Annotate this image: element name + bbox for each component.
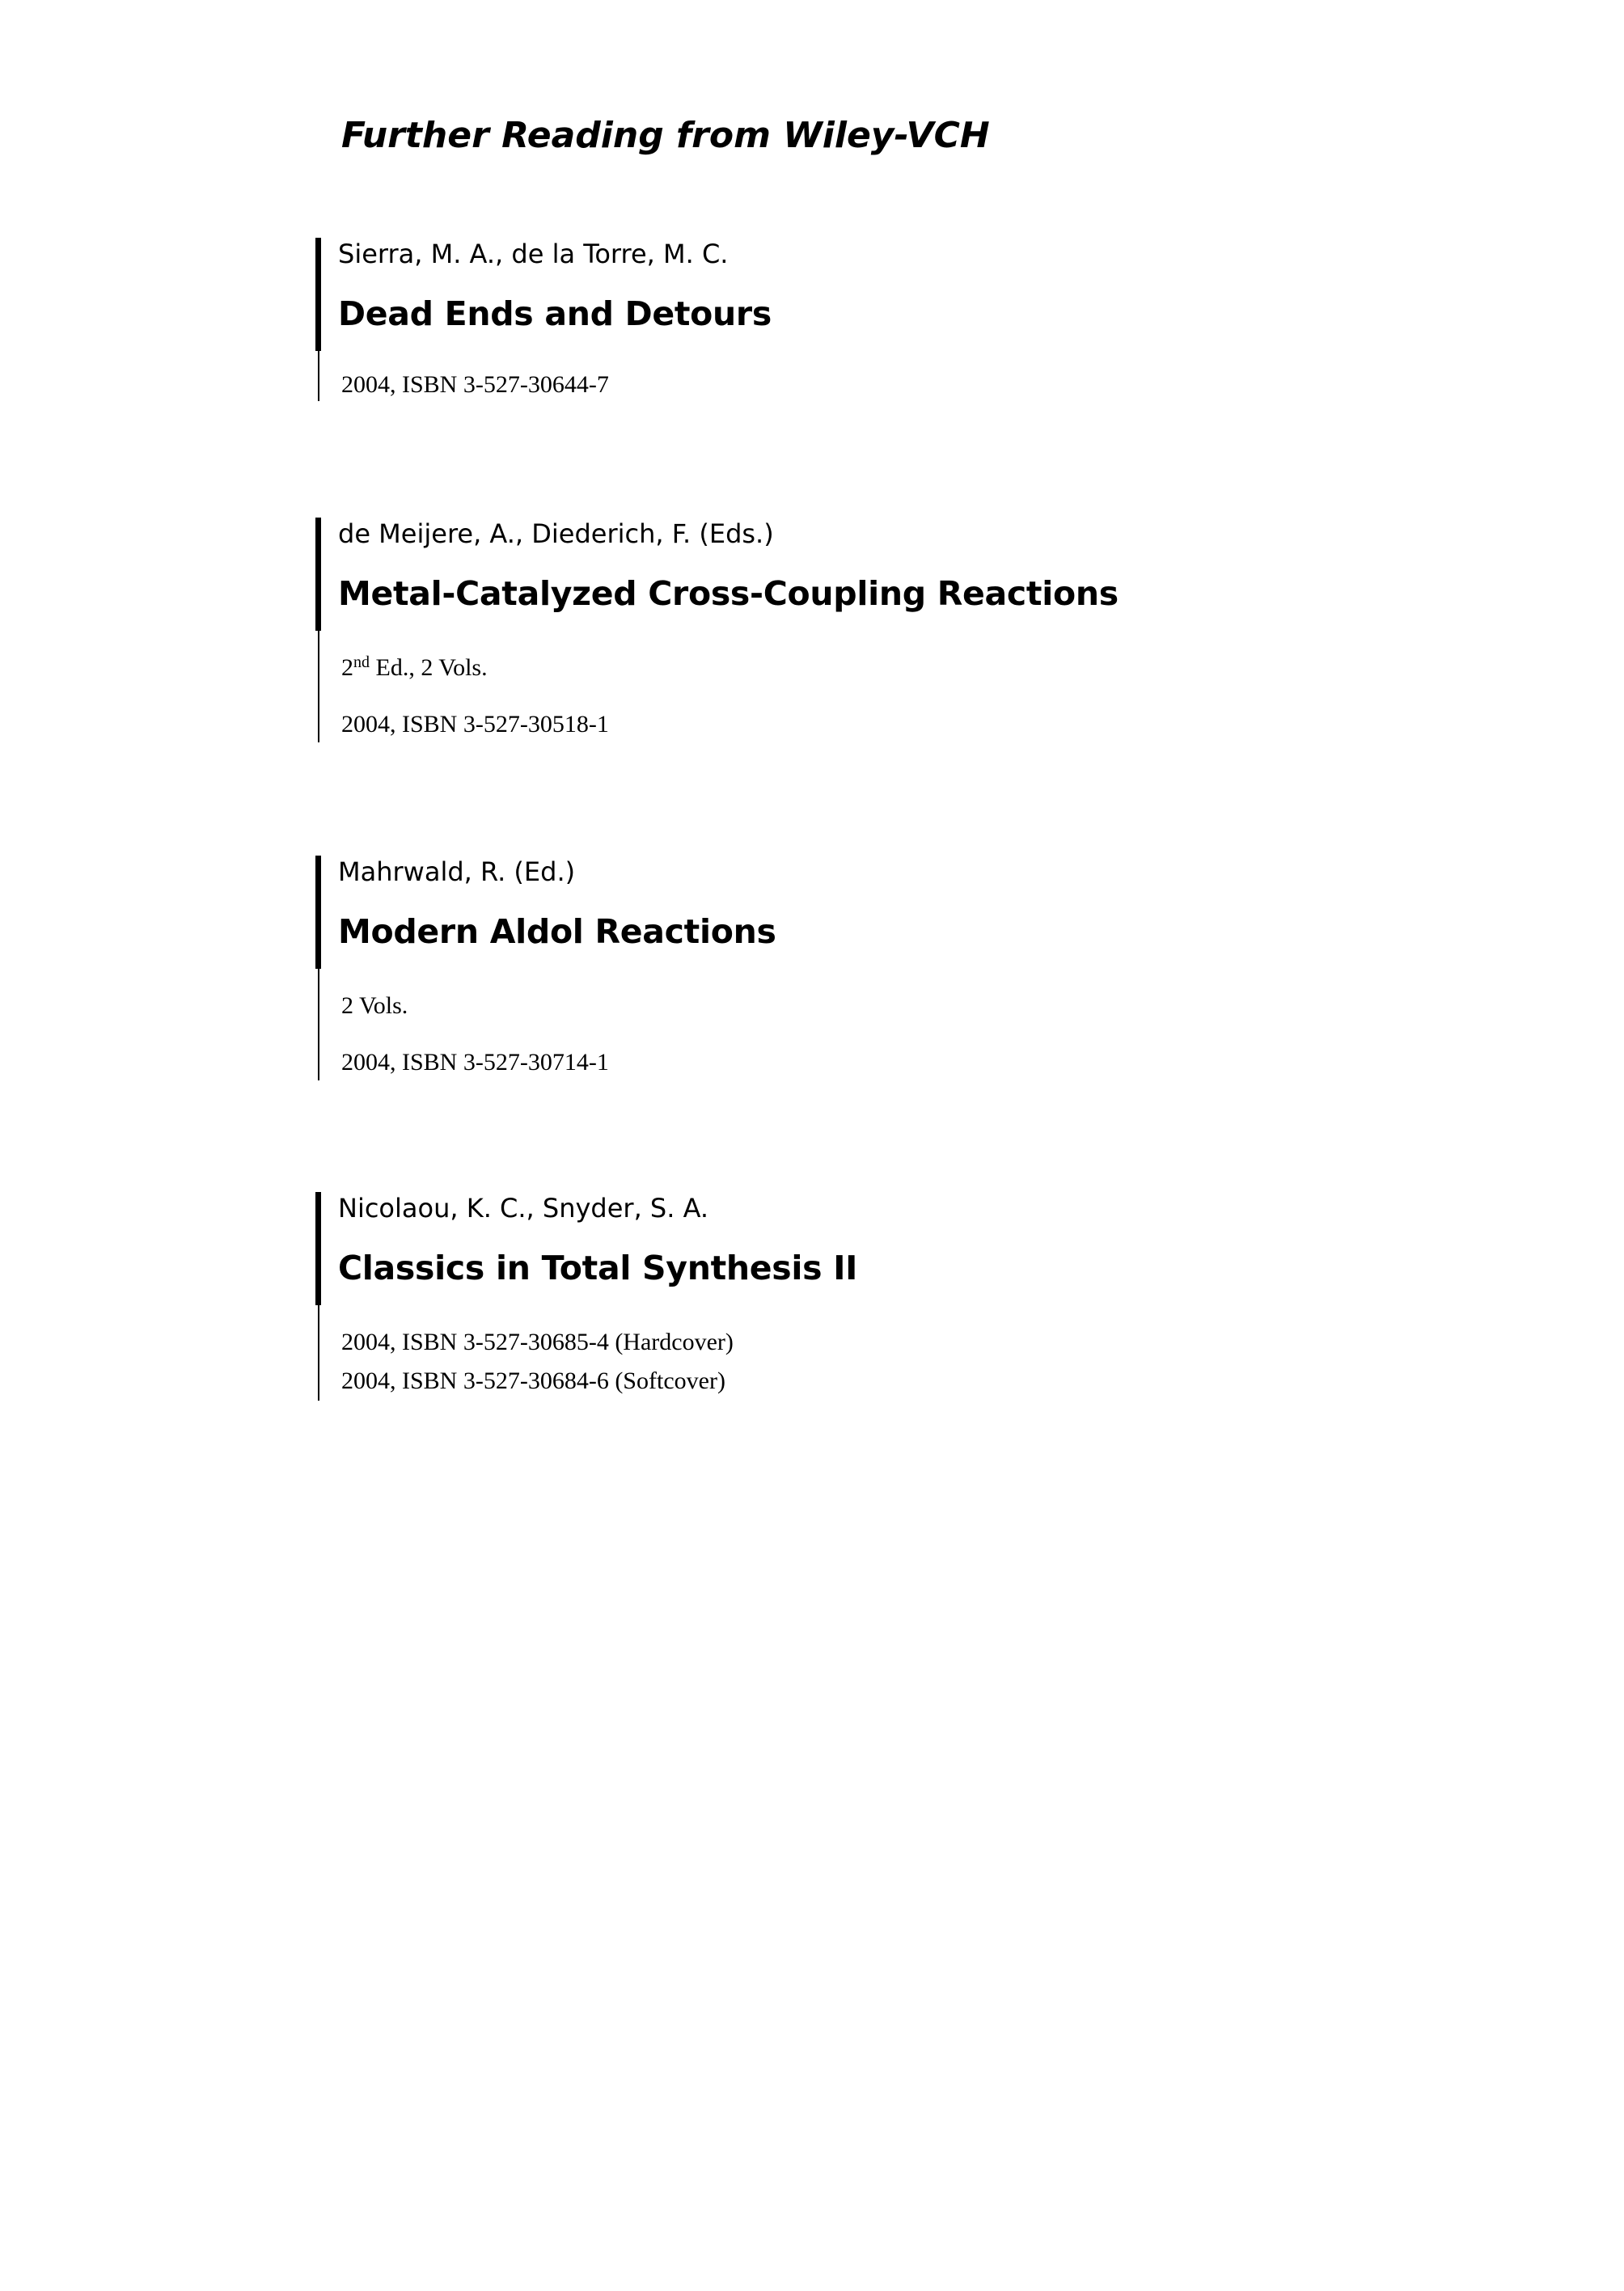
edition-volumes: Ed., 2 Vols. xyxy=(370,654,488,681)
book-isbn-hardcover: 2004, ISBN 3-527-30685-4 (Hardcover) xyxy=(341,1329,734,1355)
book-isbn: 2004, ISBN 3-527-30714-1 xyxy=(341,1049,609,1076)
book-entry-metal-catalyzed-cross-coupling-reactions xyxy=(315,518,1529,752)
book-isbn: 2004, ISBN 3-527-30644-7 xyxy=(341,371,609,398)
entry-divider-line xyxy=(318,969,319,1080)
book-authors: Mahrwald, R. (Ed.) xyxy=(338,856,576,887)
book-authors: Sierra, M. A., de la Torre, M. C. xyxy=(338,239,729,269)
book-entry-modern-aldol-reactions xyxy=(315,856,1529,1090)
book-authors: de Meijere, A., Diederich, F. (Eds.) xyxy=(338,518,774,549)
entry-accent-bar xyxy=(315,518,321,631)
book-title: Dead Ends and Detours xyxy=(338,294,772,333)
entry-accent-bar xyxy=(315,1192,321,1305)
book-entry-dead-ends-and-detours xyxy=(315,238,1529,408)
book-authors: Nicolaou, K. C., Snyder, S. A. xyxy=(338,1193,709,1224)
book-title: Classics in Total Synthesis II xyxy=(338,1249,858,1287)
page-title: Further Reading from Wiley-VCH xyxy=(341,115,990,156)
book-title: Metal-Catalyzed Cross-Coupling Reactions xyxy=(338,574,1119,613)
entry-accent-bar xyxy=(315,238,321,351)
edition-ordinal-suffix: nd xyxy=(353,653,370,671)
entry-divider-line xyxy=(318,631,319,742)
book-isbn-softcover: 2004, ISBN 3-527-30684-6 (Softcover) xyxy=(341,1367,725,1394)
book-isbn: 2004, ISBN 3-527-30518-1 xyxy=(341,711,609,738)
entry-accent-bar xyxy=(315,856,321,969)
book-edition xyxy=(341,652,488,684)
book-entry-classics-in-total-synthesis-ii xyxy=(315,1192,1529,1410)
entry-divider-line xyxy=(318,1305,319,1401)
book-volumes: 2 Vols. xyxy=(341,992,408,1019)
entry-divider-line xyxy=(318,351,319,401)
edition-number: 2 xyxy=(341,654,353,681)
book-title: Modern Aldol Reactions xyxy=(338,912,776,951)
